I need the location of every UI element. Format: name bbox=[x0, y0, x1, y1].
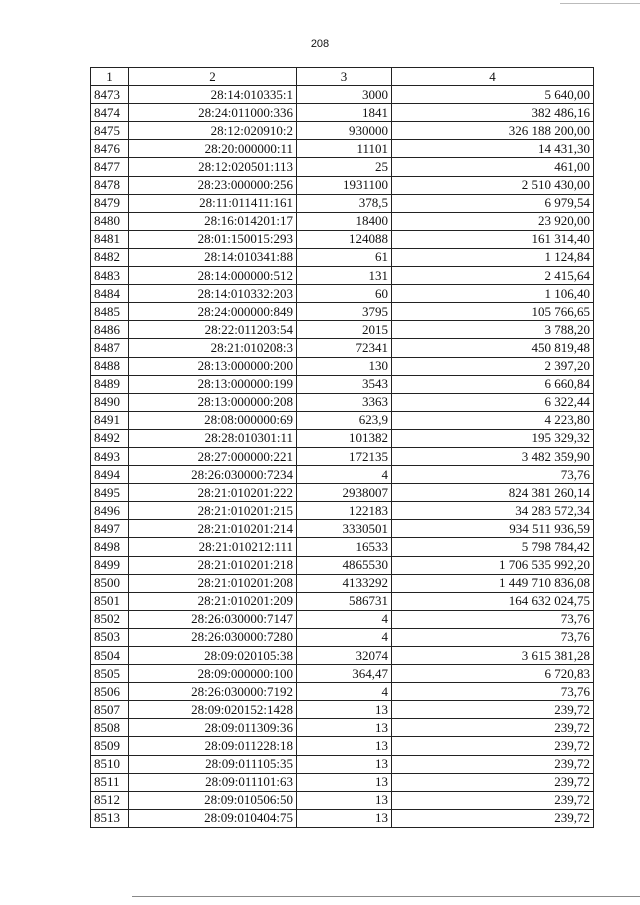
area-cell: 1931100 bbox=[297, 176, 392, 194]
row-number-cell: 8503 bbox=[91, 628, 129, 646]
value-cell: 73,76 bbox=[392, 628, 594, 646]
area-cell: 172135 bbox=[297, 447, 392, 465]
table-row bbox=[91, 122, 594, 140]
area-cell: 13 bbox=[297, 773, 392, 791]
area-cell: 4 bbox=[297, 683, 392, 701]
row-number-cell: 8492 bbox=[91, 429, 129, 447]
cadastral-number-cell: 28:09:020152:1428 bbox=[129, 701, 297, 719]
cadastral-number-cell: 28:21:010201:218 bbox=[129, 556, 297, 574]
cadastral-number-cell: 28:11:011411:161 bbox=[129, 194, 297, 212]
row-number-cell: 8499 bbox=[91, 556, 129, 574]
cadastral-number-cell: 28:22:011203:54 bbox=[129, 321, 297, 339]
row-number-cell: 8507 bbox=[91, 701, 129, 719]
value-cell: 239,72 bbox=[392, 791, 594, 809]
cadastral-number-cell: 28:21:010201:222 bbox=[129, 484, 297, 502]
table-row bbox=[91, 339, 594, 357]
cadastral-number-cell: 28:13:000000:208 bbox=[129, 393, 297, 411]
table-row bbox=[91, 520, 594, 538]
table-row bbox=[91, 393, 594, 411]
table-row bbox=[91, 556, 594, 574]
value-cell: 3 615 381,28 bbox=[392, 647, 594, 665]
cadastral-number-cell: 28:26:030000:7192 bbox=[129, 683, 297, 701]
table-row bbox=[91, 303, 594, 321]
cadastral-number-cell: 28:21:010208:3 bbox=[129, 339, 297, 357]
value-cell: 195 329,32 bbox=[392, 429, 594, 447]
table-row bbox=[91, 429, 594, 447]
area-cell: 2938007 bbox=[297, 484, 392, 502]
table-row bbox=[91, 791, 594, 809]
table-row bbox=[91, 628, 594, 646]
value-cell: 6 322,44 bbox=[392, 393, 594, 411]
row-number-cell: 8505 bbox=[91, 665, 129, 683]
column-header-2: 2 bbox=[129, 68, 297, 86]
table-row bbox=[91, 466, 594, 484]
value-cell: 164 632 024,75 bbox=[392, 592, 594, 610]
value-cell: 1 106,40 bbox=[392, 285, 594, 303]
table-row bbox=[91, 447, 594, 465]
cadastral-number-cell: 28:14:010335:1 bbox=[129, 86, 297, 104]
area-cell: 61 bbox=[297, 248, 392, 266]
value-cell: 105 766,65 bbox=[392, 303, 594, 321]
column-header-1: 1 bbox=[91, 68, 129, 86]
table-row bbox=[91, 212, 594, 230]
column-header-4: 4 bbox=[392, 68, 594, 86]
cadastral-number-cell: 28:09:020105:38 bbox=[129, 647, 297, 665]
table-row bbox=[91, 683, 594, 701]
value-cell: 73,76 bbox=[392, 466, 594, 484]
value-cell: 450 819,48 bbox=[392, 339, 594, 357]
cadastral-number-cell: 28:26:030000:7147 bbox=[129, 610, 297, 628]
value-cell: 1 449 710 836,08 bbox=[392, 574, 594, 592]
area-cell: 4133292 bbox=[297, 574, 392, 592]
value-cell: 1 124,84 bbox=[392, 248, 594, 266]
area-cell: 122183 bbox=[297, 502, 392, 520]
area-cell: 4 bbox=[297, 610, 392, 628]
cadastral-number-cell: 28:12:020501:113 bbox=[129, 158, 297, 176]
table-row bbox=[91, 86, 594, 104]
cadastral-number-cell: 28:26:030000:7280 bbox=[129, 628, 297, 646]
cadastral-number-cell: 28:21:010201:208 bbox=[129, 574, 297, 592]
row-number-cell: 8473 bbox=[91, 86, 129, 104]
row-number-cell: 8509 bbox=[91, 737, 129, 755]
area-cell: 11101 bbox=[297, 140, 392, 158]
cadastral-number-cell: 28:21:010201:215 bbox=[129, 502, 297, 520]
row-number-cell: 8479 bbox=[91, 194, 129, 212]
table-header-row bbox=[91, 68, 594, 86]
row-number-cell: 8477 bbox=[91, 158, 129, 176]
row-number-cell: 8489 bbox=[91, 375, 129, 393]
area-cell: 72341 bbox=[297, 339, 392, 357]
row-number-cell: 8478 bbox=[91, 176, 129, 194]
row-number-cell: 8494 bbox=[91, 466, 129, 484]
area-cell: 3795 bbox=[297, 303, 392, 321]
cadastral-number-cell: 28:13:000000:199 bbox=[129, 375, 297, 393]
cadastral-number-cell: 28:01:150015:293 bbox=[129, 230, 297, 248]
value-cell: 239,72 bbox=[392, 809, 594, 827]
row-number-cell: 8480 bbox=[91, 212, 129, 230]
area-cell: 3330501 bbox=[297, 520, 392, 538]
value-cell: 161 314,40 bbox=[392, 230, 594, 248]
cadastral-number-cell: 28:08:000000:69 bbox=[129, 411, 297, 429]
row-number-cell: 8482 bbox=[91, 248, 129, 266]
table-row bbox=[91, 809, 594, 827]
table-row bbox=[91, 357, 594, 375]
area-cell: 3000 bbox=[297, 86, 392, 104]
row-number-cell: 8511 bbox=[91, 773, 129, 791]
area-cell: 13 bbox=[297, 755, 392, 773]
row-number-cell: 8496 bbox=[91, 502, 129, 520]
cadastral-number-cell: 28:21:010201:209 bbox=[129, 592, 297, 610]
area-cell: 378,5 bbox=[297, 194, 392, 212]
cadastral-number-cell: 28:12:020910:2 bbox=[129, 122, 297, 140]
row-number-cell: 8484 bbox=[91, 285, 129, 303]
area-cell: 586731 bbox=[297, 592, 392, 610]
area-cell: 13 bbox=[297, 719, 392, 737]
cadastral-number-cell: 28:23:000000:256 bbox=[129, 176, 297, 194]
cadastral-number-cell: 28:24:000000:849 bbox=[129, 303, 297, 321]
value-cell: 3 788,20 bbox=[392, 321, 594, 339]
table-row bbox=[91, 267, 594, 285]
area-cell: 18400 bbox=[297, 212, 392, 230]
row-number-cell: 8513 bbox=[91, 809, 129, 827]
table-row bbox=[91, 701, 594, 719]
cadastral-number-cell: 28:28:010301:11 bbox=[129, 429, 297, 447]
table-row bbox=[91, 484, 594, 502]
area-cell: 130 bbox=[297, 357, 392, 375]
value-cell: 73,76 bbox=[392, 683, 594, 701]
table-row bbox=[91, 665, 594, 683]
value-cell: 239,72 bbox=[392, 701, 594, 719]
row-number-cell: 8506 bbox=[91, 683, 129, 701]
row-number-cell: 8510 bbox=[91, 755, 129, 773]
cadastral-number-cell: 28:09:010404:75 bbox=[129, 809, 297, 827]
cadastral-number-cell: 28:13:000000:200 bbox=[129, 357, 297, 375]
table-row bbox=[91, 140, 594, 158]
table-row bbox=[91, 737, 594, 755]
table-row bbox=[91, 592, 594, 610]
registry-table bbox=[90, 67, 594, 828]
value-cell: 239,72 bbox=[392, 773, 594, 791]
table-row bbox=[91, 176, 594, 194]
table-row bbox=[91, 321, 594, 339]
value-cell: 382 486,16 bbox=[392, 104, 594, 122]
value-cell: 239,72 bbox=[392, 719, 594, 737]
area-cell: 60 bbox=[297, 285, 392, 303]
value-cell: 934 511 936,59 bbox=[392, 520, 594, 538]
row-number-cell: 8495 bbox=[91, 484, 129, 502]
cadastral-number-cell: 28:14:000000:512 bbox=[129, 267, 297, 285]
area-cell: 32074 bbox=[297, 647, 392, 665]
row-number-cell: 8497 bbox=[91, 520, 129, 538]
area-cell: 3543 bbox=[297, 375, 392, 393]
cadastral-number-cell: 28:14:010332:203 bbox=[129, 285, 297, 303]
value-cell: 2 510 430,00 bbox=[392, 176, 594, 194]
cadastral-number-cell: 28:09:000000:100 bbox=[129, 665, 297, 683]
value-cell: 4 223,80 bbox=[392, 411, 594, 429]
row-number-cell: 8490 bbox=[91, 393, 129, 411]
table-row bbox=[91, 610, 594, 628]
area-cell: 25 bbox=[297, 158, 392, 176]
table-row bbox=[91, 375, 594, 393]
cadastral-number-cell: 28:09:011101:63 bbox=[129, 773, 297, 791]
cadastral-number-cell: 28:27:000000:221 bbox=[129, 447, 297, 465]
table-row bbox=[91, 248, 594, 266]
row-number-cell: 8475 bbox=[91, 122, 129, 140]
area-cell: 13 bbox=[297, 809, 392, 827]
cadastral-number-cell: 28:09:011105:35 bbox=[129, 755, 297, 773]
area-cell: 930000 bbox=[297, 122, 392, 140]
value-cell: 461,00 bbox=[392, 158, 594, 176]
value-cell: 14 431,30 bbox=[392, 140, 594, 158]
value-cell: 6 660,84 bbox=[392, 375, 594, 393]
area-cell: 364,47 bbox=[297, 665, 392, 683]
value-cell: 326 188 200,00 bbox=[392, 122, 594, 140]
area-cell: 4 bbox=[297, 628, 392, 646]
page-number: 208 bbox=[310, 38, 330, 50]
cadastral-number-cell: 28:09:011309:36 bbox=[129, 719, 297, 737]
scan-edge-line bbox=[560, 3, 640, 4]
row-number-cell: 8481 bbox=[91, 230, 129, 248]
area-cell: 101382 bbox=[297, 429, 392, 447]
area-cell: 623,9 bbox=[297, 411, 392, 429]
row-number-cell: 8512 bbox=[91, 791, 129, 809]
cadastral-number-cell: 28:21:010212:111 bbox=[129, 538, 297, 556]
value-cell: 239,72 bbox=[392, 755, 594, 773]
cadastral-number-cell: 28:24:011000:336 bbox=[129, 104, 297, 122]
table-row bbox=[91, 104, 594, 122]
area-cell: 131 bbox=[297, 267, 392, 285]
value-cell: 1 706 535 992,20 bbox=[392, 556, 594, 574]
table-row bbox=[91, 574, 594, 592]
cadastral-number-cell: 28:20:000000:11 bbox=[129, 140, 297, 158]
value-cell: 34 283 572,34 bbox=[392, 502, 594, 520]
cadastral-number-cell: 28:26:030000:7234 bbox=[129, 466, 297, 484]
page-bottom-line bbox=[132, 896, 640, 897]
table-row bbox=[91, 773, 594, 791]
value-cell: 824 381 260,14 bbox=[392, 484, 594, 502]
row-number-cell: 8498 bbox=[91, 538, 129, 556]
row-number-cell: 8504 bbox=[91, 647, 129, 665]
area-cell: 13 bbox=[297, 701, 392, 719]
row-number-cell: 8500 bbox=[91, 574, 129, 592]
table-row bbox=[91, 230, 594, 248]
row-number-cell: 8487 bbox=[91, 339, 129, 357]
table-row bbox=[91, 755, 594, 773]
area-cell: 4 bbox=[297, 466, 392, 484]
area-cell: 13 bbox=[297, 737, 392, 755]
table-row bbox=[91, 538, 594, 556]
value-cell: 23 920,00 bbox=[392, 212, 594, 230]
cadastral-number-cell: 28:14:010341:88 bbox=[129, 248, 297, 266]
cadastral-number-cell: 28:09:011228:18 bbox=[129, 737, 297, 755]
area-cell: 124088 bbox=[297, 230, 392, 248]
table-row bbox=[91, 194, 594, 212]
value-cell: 5 798 784,42 bbox=[392, 538, 594, 556]
value-cell: 5 640,00 bbox=[392, 86, 594, 104]
row-number-cell: 8491 bbox=[91, 411, 129, 429]
row-number-cell: 8488 bbox=[91, 357, 129, 375]
area-cell: 2015 bbox=[297, 321, 392, 339]
area-cell: 4865530 bbox=[297, 556, 392, 574]
row-number-cell: 8476 bbox=[91, 140, 129, 158]
table-body bbox=[91, 86, 594, 828]
value-cell: 6 979,54 bbox=[392, 194, 594, 212]
cadastral-number-cell: 28:16:014201:17 bbox=[129, 212, 297, 230]
table-row bbox=[91, 285, 594, 303]
table-row bbox=[91, 647, 594, 665]
area-cell: 3363 bbox=[297, 393, 392, 411]
row-number-cell: 8486 bbox=[91, 321, 129, 339]
area-cell: 13 bbox=[297, 791, 392, 809]
value-cell: 239,72 bbox=[392, 737, 594, 755]
value-cell: 6 720,83 bbox=[392, 665, 594, 683]
value-cell: 3 482 359,90 bbox=[392, 447, 594, 465]
table-row bbox=[91, 719, 594, 737]
area-cell: 16533 bbox=[297, 538, 392, 556]
row-number-cell: 8483 bbox=[91, 267, 129, 285]
area-cell: 1841 bbox=[297, 104, 392, 122]
table-row bbox=[91, 411, 594, 429]
cadastral-number-cell: 28:21:010201:214 bbox=[129, 520, 297, 538]
value-cell: 73,76 bbox=[392, 610, 594, 628]
row-number-cell: 8502 bbox=[91, 610, 129, 628]
value-cell: 2 397,20 bbox=[392, 357, 594, 375]
table-row bbox=[91, 502, 594, 520]
row-number-cell: 8508 bbox=[91, 719, 129, 737]
row-number-cell: 8485 bbox=[91, 303, 129, 321]
row-number-cell: 8493 bbox=[91, 447, 129, 465]
table-row bbox=[91, 158, 594, 176]
row-number-cell: 8474 bbox=[91, 104, 129, 122]
column-header-3: 3 bbox=[297, 68, 392, 86]
row-number-cell: 8501 bbox=[91, 592, 129, 610]
value-cell: 2 415,64 bbox=[392, 267, 594, 285]
cadastral-number-cell: 28:09:010506:50 bbox=[129, 791, 297, 809]
